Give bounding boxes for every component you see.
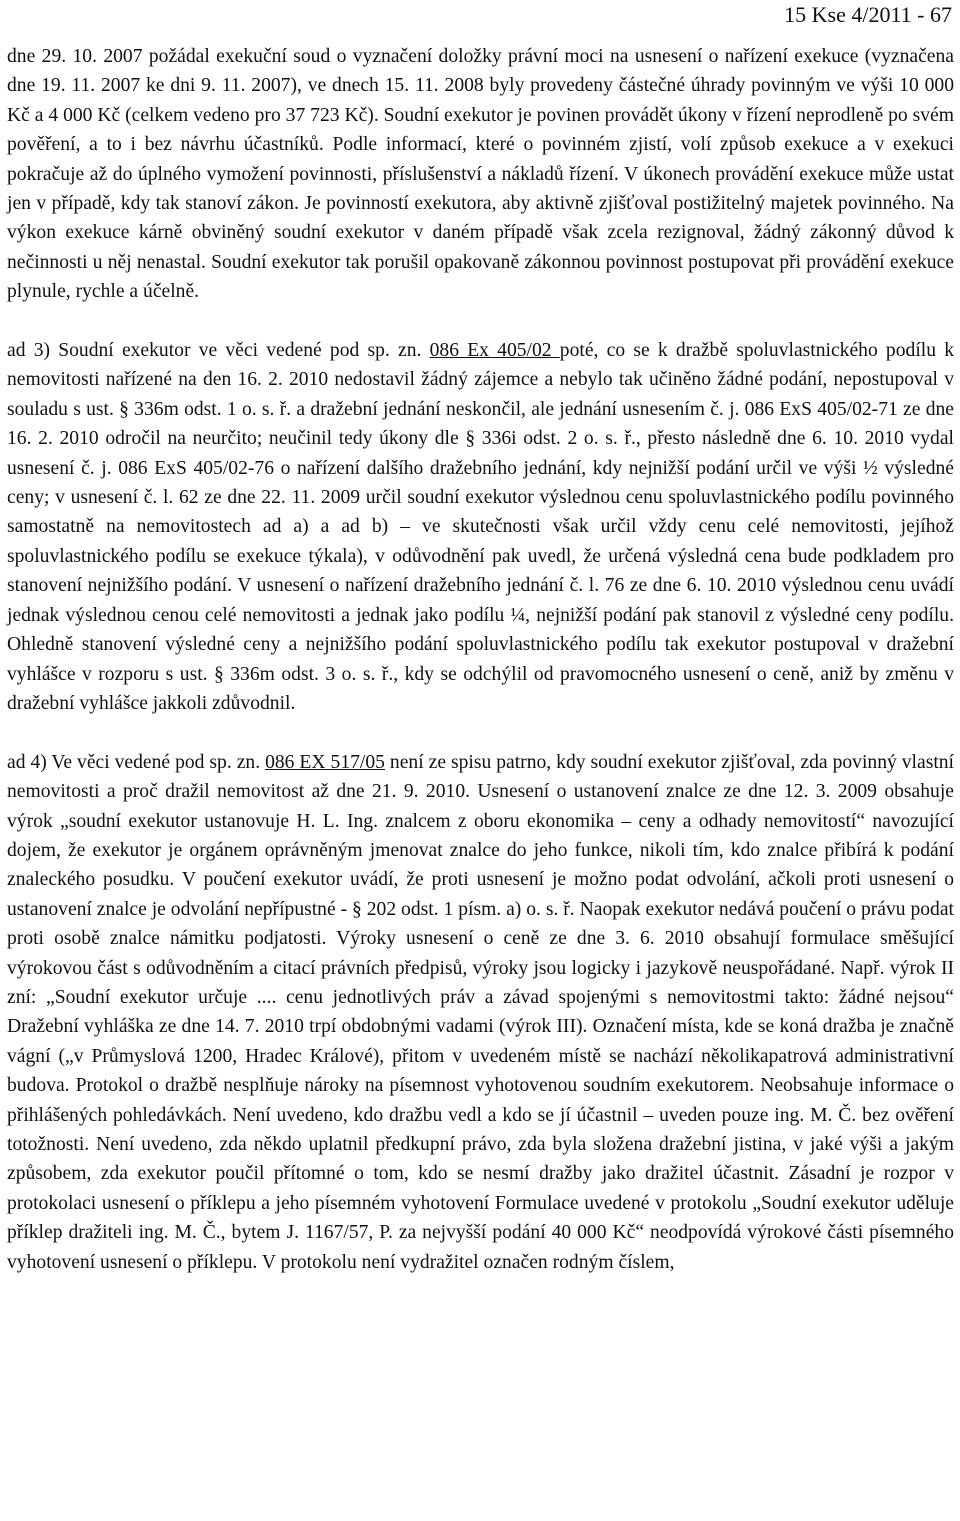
paragraph-text: ad 4) Ve věci vedené pod sp. zn. <box>7 751 266 773</box>
case-reference: 086 EX 517/05 <box>265 751 385 773</box>
paragraph-text: poté, co se k dražbě spoluvlastnického podílu k nemovitosti nařízené na den 16. 2. 2010 nedostavil žádný zájemce a nebylo tak učiněno žádné podání, nepostupoval v souladu s ust. § 336m odst. 1 o. s. ř. a dražební jednání neskončil, ale jednání usnesením č. j. 086 ExS 405/02-71 ze dne 16. 2. 2010 odročil na neurčito; neučinil tedy úkony dle § 336i odst. 2 o. s. ř., přesto následně dne 6. 10. 2010 vydal usnesení č. j. 086 ExS 405/02-76 o nařízení dalšího dražebního jednání, kdy nejnižší podání určil ve výši ½ výsledné ceny; v usnesení č. l. 62 ze dne 22. 11. 2009 určil soudní exekutor výslednou cenu spoluvlastnického podílu povinného samostatně na nemovitostech ad a) a ad b) – ve skutečnosti však určil vždy cenu celé nemovitosti, jejíhož spoluvlastnického podílu se exekuce týkala), v odůvodnění pak uvedl, že určená výsledná cena bude podkladem pro stanovení nejnižšího podání. V usnesení o nařízení dražebního jednání č. l. 76 ze dne 6. 10. 2010 výslednou cenu uvádí jednak výslednou cenou celé nemovitosti a jednak jako podílu ¼, nejnižší podání pak stanovil z výsledné ceny podílu. Ohledně stanovení výsledné ceny a nejnižšího podání spoluvlastnického podílu tak exekutor postupoval v dražební vyhlášce v rozporu s ust. § 336m odst. 3 o. s. ř., kdy se odchýlil od pravomocného usnesení o ceně, aniž by změnu v dražební vyhlášce jakkoli zdůvodnil. <box>7 340 955 714</box>
document-body <box>7 42 954 1277</box>
case-reference: 086 Ex 405/02 <box>429 340 560 362</box>
paragraph-ad-4 <box>7 748 954 1277</box>
paragraph-text: ad 3) Soudní exekutor ve věci vedené pod sp. zn. <box>7 340 430 362</box>
page-reference: 15 Kse 4/2011 - 67 <box>784 2 952 27</box>
paragraph-execution-duties <box>7 42 954 307</box>
paragraph-ad-3 <box>7 336 954 718</box>
paragraph-text: není ze spisu patrno, kdy soudní exekutor zjišťoval, zda povinný vlastní nemovitosti a proč dražil nemovitost až dne 21. 9. 2010. Usnesení o ustanovení znalce ze dne 12. 3. 2009 obsahuje výrok „soudní exekutor ustanovuje H. L. Ing. znalcem z oboru ekonomika – ceny a odhady nemovitostí“ navozující dojem, že exekutor je orgánem oprávněným jmenovat znalce do jeho funkce, nikoli tím, kdo znalce přibírá k podání znaleckého posudku. V poučení exekutor uvádí, že proti usnesení je možno podat odvolání, ačkoli proti usnesení o ustanovení znalce je odvolání nepřípustné - § 202 odst. 1 písm. a) o. s. ř. Naopak exekutor nedává poučení o právu podat proti osobě znalce námitku podjatosti. Výroky usnesení o ceně ze dne 3. 6. 2010 obsahují formulace směšující výrokovou část s odůvodněním a citací právních předpisů, výroky jsou logicky i jazykově neuspořádané. Např. výrok II zní: „Soudní exekutor určuje .... cenu jednotlivých práv a závad spojenými s nemovitostmi takto: žádné nejsou“ Dražební vyhláška ze dne 14. 7. 2010 trpí obdobnými vadami (výrok III). Označení místa, kde se koná dražba je značně vágní („v Průmyslová 1200, Hradec Králové), přitom v uvedeném místě se nachází několikapatrová administrativní budova. Protokol o dražbě nesplňuje nároky na písemnost vyhotovenou soudním exekutorem. Neobsahuje informace o přihlášených pohledávkách. Není uvedeno, kdo dražbu vedl a kdo se jí účastnil – uveden pouze ing. M. Č. bez ověření totožnosti. Není uvedeno, zda někdo uplatnil předkupní právo, zda byla složena dražební jistina, v jaké výši a jakým způsobem, zda exekutor poučil přítomné o tom, kdo se nesmí dražby jako dražitel účastnit. Zásadní je rozpor v protokolaci usnesení o příklepu a jeho písemném vyhotovení Formulace uvedené v protokolu „Soudní exekutor uděluje příklep dražiteli ing. M. Č., bytem J. 1167/57, P. za nejvyšší podání 40 000 Kč“ neodpovídá výrokové části písemného vyhotovení usnesení o příklepu. V protokolu není vydražitel označen rodným číslem, <box>7 751 955 1273</box>
paragraph-text: dne 29. 10. 2007 požádal exekuční soud o vyznačení doložky právní moci na usnesení o nařízení exekuce (vyznačena dne 19. 11. 2007 ke dni 9. 11. 2007), ve dnech 15. 11. 2008 byly provedeny částečné úhrady povinným ve výši 10 000 Kč a 4 000 Kč (celkem vedeno pro 37 723 Kč). Soudní exekutor je povinen provádět úkony v řízení neprodleně po svém pověření, a to i bez návrhu účastníků. Podle informací, které o povinném zjistí, volí způsob exekuce a v exekuci pokračuje až do úplného vymožení povinnosti, příslušenství a nákladů řízení. V úkonech provádění exekuce může ustat jen v případě, kdy tak stanoví zákon. Je povinností exekutora, aby aktivně zjišťoval postižitelný majetek povinného. Na výkon exekuce kárně obviněný soudní exekutor v daném případě však zcela rezignoval, žádný zákonný důvod k nečinnosti u něj nenastal. Soudní exekutor tak porušil opakovaně zákonnou povinnost postupovat při provádění exekuce plynule, rychle a účelně. <box>7 46 954 303</box>
